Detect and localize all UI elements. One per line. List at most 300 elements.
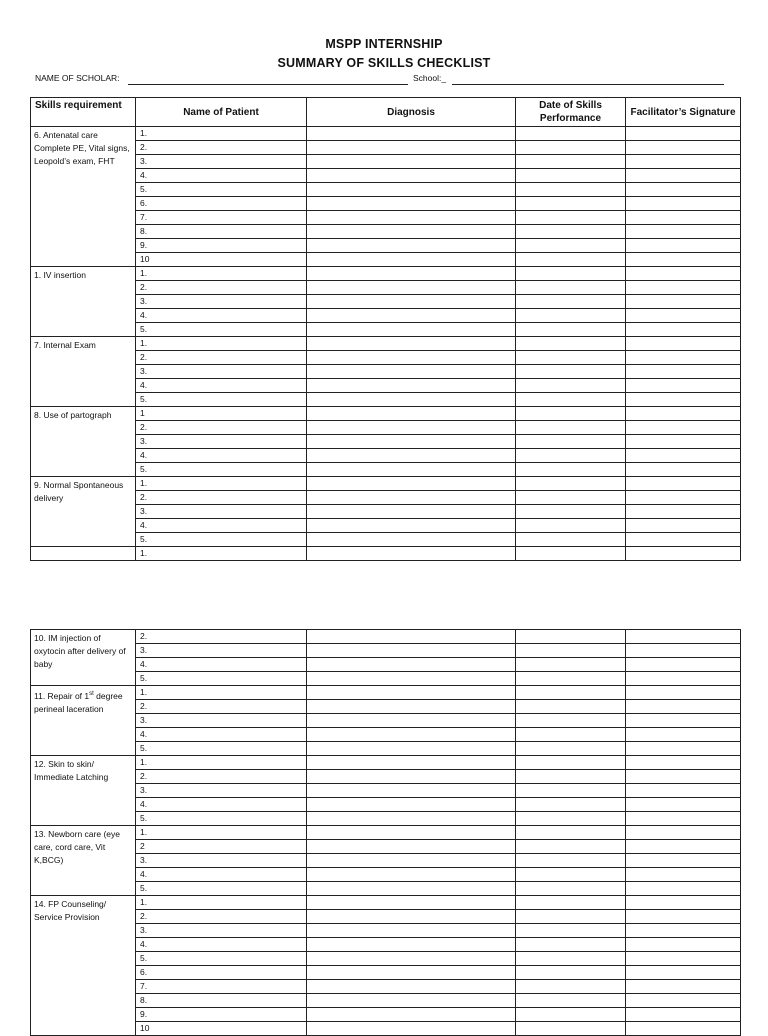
date-of-performance-cell[interactable] <box>516 491 626 505</box>
facilitator-signature-cell[interactable] <box>626 798 741 812</box>
diagnosis-cell[interactable] <box>307 994 516 1008</box>
facilitator-signature-cell[interactable] <box>626 141 741 155</box>
facilitator-signature-cell[interactable] <box>626 365 741 379</box>
diagnosis-cell[interactable] <box>307 686 516 700</box>
date-of-performance-cell[interactable] <box>516 728 626 742</box>
table-row <box>31 980 741 994</box>
diagnosis-cell[interactable] <box>307 267 516 281</box>
diagnosis-cell[interactable] <box>307 141 516 155</box>
patient-name-cell[interactable]: 4. <box>136 938 307 952</box>
facilitator-signature-cell[interactable] <box>626 463 741 477</box>
table-row <box>31 868 741 882</box>
table-row <box>31 127 741 141</box>
table-row <box>31 379 741 393</box>
date-of-performance-cell[interactable] <box>516 141 626 155</box>
facilitator-signature-cell[interactable] <box>626 938 741 952</box>
diagnosis-cell[interactable] <box>307 421 516 435</box>
patient-name-cell[interactable]: 2. <box>136 281 307 295</box>
name-of-scholar-field[interactable] <box>128 84 408 85</box>
facilitator-signature-cell[interactable] <box>626 756 741 770</box>
patient-name-cell[interactable]: 2. <box>136 491 307 505</box>
table-row <box>31 281 741 295</box>
col-header-date-of-skills-performance: Date of Skills Performance <box>516 98 626 127</box>
diagnosis-cell[interactable] <box>307 896 516 910</box>
patient-name-cell[interactable]: 2. <box>136 770 307 784</box>
table-row <box>31 435 741 449</box>
school-field[interactable] <box>452 84 724 85</box>
patient-name-cell[interactable]: 1. <box>136 477 307 491</box>
facilitator-signature-cell[interactable] <box>626 658 741 672</box>
table-row <box>31 826 741 840</box>
table-row <box>31 700 741 714</box>
skill-requirement-cell: 13. Newborn care (eye care, cord care, Vit K,BCG) <box>31 826 136 896</box>
patient-name-cell[interactable]: 7. <box>136 980 307 994</box>
diagnosis-cell[interactable] <box>307 714 516 728</box>
document-subtitle: SUMMARY OF SKILLS CHECKLIST <box>277 56 491 70</box>
patient-name-cell[interactable]: 3. <box>136 435 307 449</box>
facilitator-signature-cell[interactable] <box>626 519 741 533</box>
facilitator-signature-cell[interactable] <box>626 421 741 435</box>
patient-name-cell[interactable]: 1. <box>136 826 307 840</box>
facilitator-signature-cell[interactable] <box>626 239 741 253</box>
table-row <box>31 267 741 281</box>
facilitator-signature-cell[interactable] <box>626 225 741 239</box>
patient-name-cell[interactable]: 4. <box>136 309 307 323</box>
table-row <box>31 742 741 756</box>
date-of-performance-cell[interactable] <box>516 225 626 239</box>
facilitator-signature-cell[interactable] <box>626 784 741 798</box>
diagnosis-cell[interactable] <box>307 211 516 225</box>
facilitator-signature-cell[interactable] <box>626 700 741 714</box>
table-row <box>31 337 741 351</box>
patient-name-cell[interactable]: 5. <box>136 812 307 826</box>
date-of-performance-cell[interactable] <box>516 812 626 826</box>
table-row <box>31 756 741 770</box>
patient-name-cell[interactable]: 5. <box>136 882 307 896</box>
facilitator-signature-cell[interactable] <box>626 379 741 393</box>
date-of-performance-cell[interactable] <box>516 309 626 323</box>
facilitator-signature-cell[interactable] <box>626 253 741 267</box>
date-of-performance-cell[interactable] <box>516 533 626 547</box>
table-row <box>31 728 741 742</box>
facilitator-signature-cell[interactable] <box>626 407 741 421</box>
diagnosis-cell[interactable] <box>307 812 516 826</box>
diagnosis-cell[interactable] <box>307 728 516 742</box>
facilitator-signature-cell[interactable] <box>626 644 741 658</box>
facilitator-signature-cell[interactable] <box>626 910 741 924</box>
diagnosis-cell[interactable] <box>307 952 516 966</box>
date-of-performance-cell[interactable] <box>516 882 626 896</box>
date-of-performance-cell[interactable] <box>516 253 626 267</box>
diagnosis-cell[interactable] <box>307 365 516 379</box>
patient-name-cell[interactable]: 4. <box>136 658 307 672</box>
facilitator-signature-cell[interactable] <box>626 980 741 994</box>
date-of-performance-cell[interactable] <box>516 630 626 644</box>
facilitator-signature-cell[interactable] <box>626 491 741 505</box>
facilitator-signature-cell[interactable] <box>626 323 741 337</box>
diagnosis-cell[interactable] <box>307 253 516 267</box>
facilitator-signature-cell[interactable] <box>626 1008 741 1022</box>
diagnosis-cell[interactable] <box>307 938 516 952</box>
table-row <box>31 840 741 854</box>
facilitator-signature-cell[interactable] <box>626 169 741 183</box>
diagnosis-cell[interactable] <box>307 547 516 561</box>
table-row <box>31 491 741 505</box>
facilitator-signature-cell[interactable] <box>626 127 741 141</box>
diagnosis-cell[interactable] <box>307 505 516 519</box>
table-row <box>31 658 741 672</box>
facilitator-signature-cell[interactable] <box>626 812 741 826</box>
table-row <box>31 924 741 938</box>
diagnosis-cell[interactable] <box>307 784 516 798</box>
date-of-performance-cell[interactable] <box>516 407 626 421</box>
diagnosis-cell[interactable] <box>307 407 516 421</box>
patient-name-cell[interactable]: 5. <box>136 323 307 337</box>
diagnosis-cell[interactable] <box>307 882 516 896</box>
date-of-performance-cell[interactable] <box>516 337 626 351</box>
table-row <box>31 630 741 644</box>
patient-name-cell[interactable]: 2. <box>136 910 307 924</box>
diagnosis-cell[interactable] <box>307 798 516 812</box>
patient-name-cell[interactable]: 2. <box>136 700 307 714</box>
patient-name-cell[interactable]: 5. <box>136 393 307 407</box>
table-row <box>31 798 741 812</box>
diagnosis-cell[interactable] <box>307 770 516 784</box>
diagnosis-cell[interactable] <box>307 239 516 253</box>
diagnosis-cell[interactable] <box>307 910 516 924</box>
facilitator-signature-cell[interactable] <box>626 197 741 211</box>
diagnosis-cell[interactable] <box>307 966 516 980</box>
table-row <box>31 505 741 519</box>
table-row <box>31 966 741 980</box>
facilitator-signature-cell[interactable] <box>626 728 741 742</box>
facilitator-signature-cell[interactable] <box>626 295 741 309</box>
facilitator-signature-cell[interactable] <box>626 267 741 281</box>
patient-name-cell[interactable]: 3. <box>136 295 307 309</box>
facilitator-signature-cell[interactable] <box>626 882 741 896</box>
table-row <box>31 407 741 421</box>
diagnosis-cell[interactable] <box>307 742 516 756</box>
facilitator-signature-cell[interactable] <box>626 630 741 644</box>
date-of-performance-cell[interactable] <box>516 658 626 672</box>
patient-name-cell[interactable]: 1. <box>136 337 307 351</box>
date-of-performance-cell[interactable] <box>516 756 626 770</box>
patient-name-cell[interactable]: 3. <box>136 505 307 519</box>
diagnosis-cell[interactable] <box>307 477 516 491</box>
patient-name-cell[interactable]: 2 <box>136 840 307 854</box>
date-of-performance-cell[interactable] <box>516 924 626 938</box>
date-of-performance-cell[interactable] <box>516 505 626 519</box>
diagnosis-cell[interactable] <box>307 225 516 239</box>
date-of-performance-cell[interactable] <box>516 672 626 686</box>
diagnosis-cell[interactable] <box>307 658 516 672</box>
date-of-performance-cell[interactable] <box>516 295 626 309</box>
date-of-performance-cell[interactable] <box>516 547 626 561</box>
table-row <box>31 533 741 547</box>
date-of-performance-cell[interactable] <box>516 197 626 211</box>
date-of-performance-cell[interactable] <box>516 854 626 868</box>
table-row <box>31 393 741 407</box>
date-of-performance-cell[interactable] <box>516 477 626 491</box>
skill-requirement-cell: 1. IV insertion <box>31 267 136 337</box>
patient-name-cell[interactable]: 8. <box>136 994 307 1008</box>
patient-name-cell[interactable]: 6. <box>136 197 307 211</box>
date-of-performance-cell[interactable] <box>516 351 626 365</box>
date-of-performance-cell[interactable] <box>516 980 626 994</box>
date-of-performance-cell[interactable] <box>516 267 626 281</box>
diagnosis-cell[interactable] <box>307 756 516 770</box>
table-row <box>31 994 741 1008</box>
diagnosis-cell[interactable] <box>307 491 516 505</box>
facilitator-signature-cell[interactable] <box>626 155 741 169</box>
date-of-performance-cell[interactable] <box>516 700 626 714</box>
facilitator-signature-cell[interactable] <box>626 533 741 547</box>
facilitator-signature-cell[interactable] <box>626 309 741 323</box>
date-of-performance-cell[interactable] <box>516 183 626 197</box>
facilitator-signature-cell[interactable] <box>626 183 741 197</box>
patient-name-cell[interactable]: 1 <box>136 407 307 421</box>
date-of-performance-cell[interactable] <box>516 155 626 169</box>
diagnosis-cell[interactable] <box>307 435 516 449</box>
patient-name-cell[interactable]: 3. <box>136 714 307 728</box>
table-header-row <box>31 98 741 127</box>
facilitator-signature-cell[interactable] <box>626 393 741 407</box>
diagnosis-cell[interactable] <box>307 533 516 547</box>
date-of-performance-cell[interactable] <box>516 910 626 924</box>
date-of-performance-cell[interactable] <box>516 952 626 966</box>
skill-requirement-cell: 7. Internal Exam <box>31 337 136 407</box>
patient-name-cell[interactable]: 5. <box>136 463 307 477</box>
date-of-performance-cell[interactable] <box>516 966 626 980</box>
table-row <box>31 882 741 896</box>
patient-name-cell[interactable]: 3. <box>136 784 307 798</box>
col-header-skills-requirement: Skills requirement <box>31 98 136 127</box>
patient-name-cell[interactable]: 2. <box>136 351 307 365</box>
table-row <box>31 365 741 379</box>
patient-name-cell[interactable]: 5. <box>136 183 307 197</box>
date-of-performance-cell[interactable] <box>516 379 626 393</box>
facilitator-signature-cell[interactable] <box>626 337 741 351</box>
diagnosis-cell[interactable] <box>307 281 516 295</box>
date-of-performance-cell[interactable] <box>516 770 626 784</box>
diagnosis-cell[interactable] <box>307 840 516 854</box>
diagnosis-cell[interactable] <box>307 826 516 840</box>
date-of-performance-cell[interactable] <box>516 393 626 407</box>
patient-name-cell[interactable]: 1. <box>136 756 307 770</box>
diagnosis-cell[interactable] <box>307 519 516 533</box>
diagnosis-cell[interactable] <box>307 379 516 393</box>
col-header-facilitators-signature: Facilitator’s Signature <box>626 98 741 127</box>
date-of-performance-cell[interactable] <box>516 519 626 533</box>
patient-name-cell[interactable]: 7. <box>136 211 307 225</box>
table-row <box>31 253 741 267</box>
patient-name-cell[interactable]: 5. <box>136 533 307 547</box>
table-row <box>31 477 741 491</box>
table-row <box>31 686 741 700</box>
diagnosis-cell[interactable] <box>307 1008 516 1022</box>
table-row <box>31 547 741 561</box>
facilitator-signature-cell[interactable] <box>626 281 741 295</box>
table-row <box>31 225 741 239</box>
date-of-performance-cell[interactable] <box>516 784 626 798</box>
date-of-performance-cell[interactable] <box>516 239 626 253</box>
patient-name-cell[interactable]: 5. <box>136 672 307 686</box>
patient-name-cell[interactable]: 4. <box>136 728 307 742</box>
patient-name-cell[interactable]: 5. <box>136 742 307 756</box>
date-of-performance-cell[interactable] <box>516 798 626 812</box>
patient-name-cell[interactable]: 1. <box>136 267 307 281</box>
skill-requirement-cell: 12. Skin to skin/ Immediate Latching <box>31 756 136 826</box>
patient-name-cell[interactable]: 2. <box>136 141 307 155</box>
diagnosis-cell[interactable] <box>307 183 516 197</box>
diagnosis-cell[interactable] <box>307 980 516 994</box>
date-of-performance-cell[interactable] <box>516 1008 626 1022</box>
table-row <box>31 309 741 323</box>
date-of-performance-cell[interactable] <box>516 449 626 463</box>
facilitator-signature-cell[interactable] <box>626 351 741 365</box>
diagnosis-cell[interactable] <box>307 295 516 309</box>
diagnosis-cell[interactable] <box>307 323 516 337</box>
school-label: School:_ <box>413 73 447 83</box>
patient-name-cell[interactable]: 1. <box>136 547 307 561</box>
table-row <box>31 239 741 253</box>
date-of-performance-cell[interactable] <box>516 365 626 379</box>
diagnosis-cell[interactable] <box>307 868 516 882</box>
table-row <box>31 351 741 365</box>
date-of-performance-cell[interactable] <box>516 463 626 477</box>
patient-name-cell[interactable]: 5. <box>136 952 307 966</box>
facilitator-signature-cell[interactable] <box>626 840 741 854</box>
date-of-performance-cell[interactable] <box>516 686 626 700</box>
date-of-performance-cell[interactable] <box>516 127 626 141</box>
patient-name-cell[interactable]: 9. <box>136 239 307 253</box>
patient-name-cell[interactable]: 4. <box>136 449 307 463</box>
diagnosis-cell[interactable] <box>307 197 516 211</box>
facilitator-signature-cell[interactable] <box>626 505 741 519</box>
skill-requirement-cell: 6. Antenatal care Complete PE, Vital signs, Leopold’s exam, FHT <box>31 127 136 267</box>
facilitator-signature-cell[interactable] <box>626 966 741 980</box>
date-of-performance-cell[interactable] <box>516 169 626 183</box>
diagnosis-cell[interactable] <box>307 393 516 407</box>
patient-name-cell[interactable]: 3. <box>136 155 307 169</box>
patient-name-cell[interactable]: 4. <box>136 868 307 882</box>
facilitator-signature-cell[interactable] <box>626 854 741 868</box>
date-of-performance-cell[interactable] <box>516 644 626 658</box>
diagnosis-cell[interactable] <box>307 127 516 141</box>
diagnosis-cell[interactable] <box>307 155 516 169</box>
table-row <box>31 211 741 225</box>
date-of-performance-cell[interactable] <box>516 868 626 882</box>
facilitator-signature-cell[interactable] <box>626 435 741 449</box>
date-of-performance-cell[interactable] <box>516 281 626 295</box>
patient-name-cell[interactable]: 4. <box>136 798 307 812</box>
date-of-performance-cell[interactable] <box>516 938 626 952</box>
patient-name-cell[interactable]: 6. <box>136 966 307 980</box>
diagnosis-cell[interactable] <box>307 854 516 868</box>
skill-requirement-cell <box>31 547 136 561</box>
facilitator-signature-cell[interactable] <box>626 952 741 966</box>
skill-requirement-cell: 11. Repair of 1st degree perineal laceration <box>31 686 136 756</box>
patient-name-cell[interactable]: 10 <box>136 253 307 267</box>
date-of-performance-cell[interactable] <box>516 421 626 435</box>
facilitator-signature-cell[interactable] <box>626 924 741 938</box>
patient-name-cell[interactable]: 1. <box>136 127 307 141</box>
diagnosis-cell[interactable] <box>307 309 516 323</box>
patient-name-cell[interactable]: 2. <box>136 421 307 435</box>
facilitator-signature-cell[interactable] <box>626 547 741 561</box>
facilitator-signature-cell[interactable] <box>626 211 741 225</box>
patient-name-cell[interactable]: 2. <box>136 630 307 644</box>
table-row <box>31 784 741 798</box>
table-row <box>31 421 741 435</box>
patient-name-cell[interactable]: 1. <box>136 896 307 910</box>
facilitator-signature-cell[interactable] <box>626 770 741 784</box>
diagnosis-cell[interactable] <box>307 672 516 686</box>
facilitator-signature-cell[interactable] <box>626 449 741 463</box>
facilitator-signature-cell[interactable] <box>626 477 741 491</box>
diagnosis-cell[interactable] <box>307 351 516 365</box>
diagnosis-cell[interactable] <box>307 169 516 183</box>
date-of-performance-cell[interactable] <box>516 323 626 337</box>
patient-name-cell[interactable]: 4. <box>136 519 307 533</box>
diagnosis-cell[interactable] <box>307 630 516 644</box>
date-of-performance-cell[interactable] <box>516 435 626 449</box>
date-of-performance-cell[interactable] <box>516 840 626 854</box>
diagnosis-cell[interactable] <box>307 700 516 714</box>
date-of-performance-cell[interactable] <box>516 714 626 728</box>
patient-name-cell[interactable]: 10 <box>136 1022 307 1036</box>
table-row <box>31 644 741 658</box>
facilitator-signature-cell[interactable] <box>626 896 741 910</box>
table-row <box>31 463 741 477</box>
date-of-performance-cell[interactable] <box>516 896 626 910</box>
table-row <box>31 896 741 910</box>
patient-name-cell[interactable]: 3. <box>136 854 307 868</box>
diagnosis-cell[interactable] <box>307 337 516 351</box>
table-row <box>31 812 741 826</box>
patient-name-cell[interactable]: 4. <box>136 169 307 183</box>
date-of-performance-cell[interactable] <box>516 994 626 1008</box>
facilitator-signature-cell[interactable] <box>626 672 741 686</box>
facilitator-signature-cell[interactable] <box>626 686 741 700</box>
table-row <box>31 672 741 686</box>
date-of-performance-cell[interactable] <box>516 826 626 840</box>
patient-name-cell[interactable]: 1. <box>136 686 307 700</box>
table-row <box>31 155 741 169</box>
facilitator-signature-cell[interactable] <box>626 742 741 756</box>
table-row <box>31 169 741 183</box>
facilitator-signature-cell[interactable] <box>626 826 741 840</box>
patient-name-cell[interactable]: 9. <box>136 1008 307 1022</box>
diagnosis-cell[interactable] <box>307 449 516 463</box>
facilitator-signature-cell[interactable] <box>626 868 741 882</box>
diagnosis-cell[interactable] <box>307 463 516 477</box>
patient-name-cell[interactable]: 4. <box>136 379 307 393</box>
diagnosis-cell[interactable] <box>307 644 516 658</box>
patient-name-cell[interactable]: 3. <box>136 644 307 658</box>
patient-name-cell[interactable]: 3. <box>136 365 307 379</box>
date-of-performance-cell[interactable] <box>516 211 626 225</box>
date-of-performance-cell[interactable] <box>516 742 626 756</box>
table-row <box>31 519 741 533</box>
patient-name-cell[interactable]: 8. <box>136 225 307 239</box>
skills-checklist-table-1 <box>30 97 741 561</box>
facilitator-signature-cell[interactable] <box>626 714 741 728</box>
table-row <box>31 952 741 966</box>
patient-name-cell[interactable]: 3. <box>136 924 307 938</box>
diagnosis-cell[interactable] <box>307 924 516 938</box>
facilitator-signature-cell[interactable] <box>626 994 741 1008</box>
